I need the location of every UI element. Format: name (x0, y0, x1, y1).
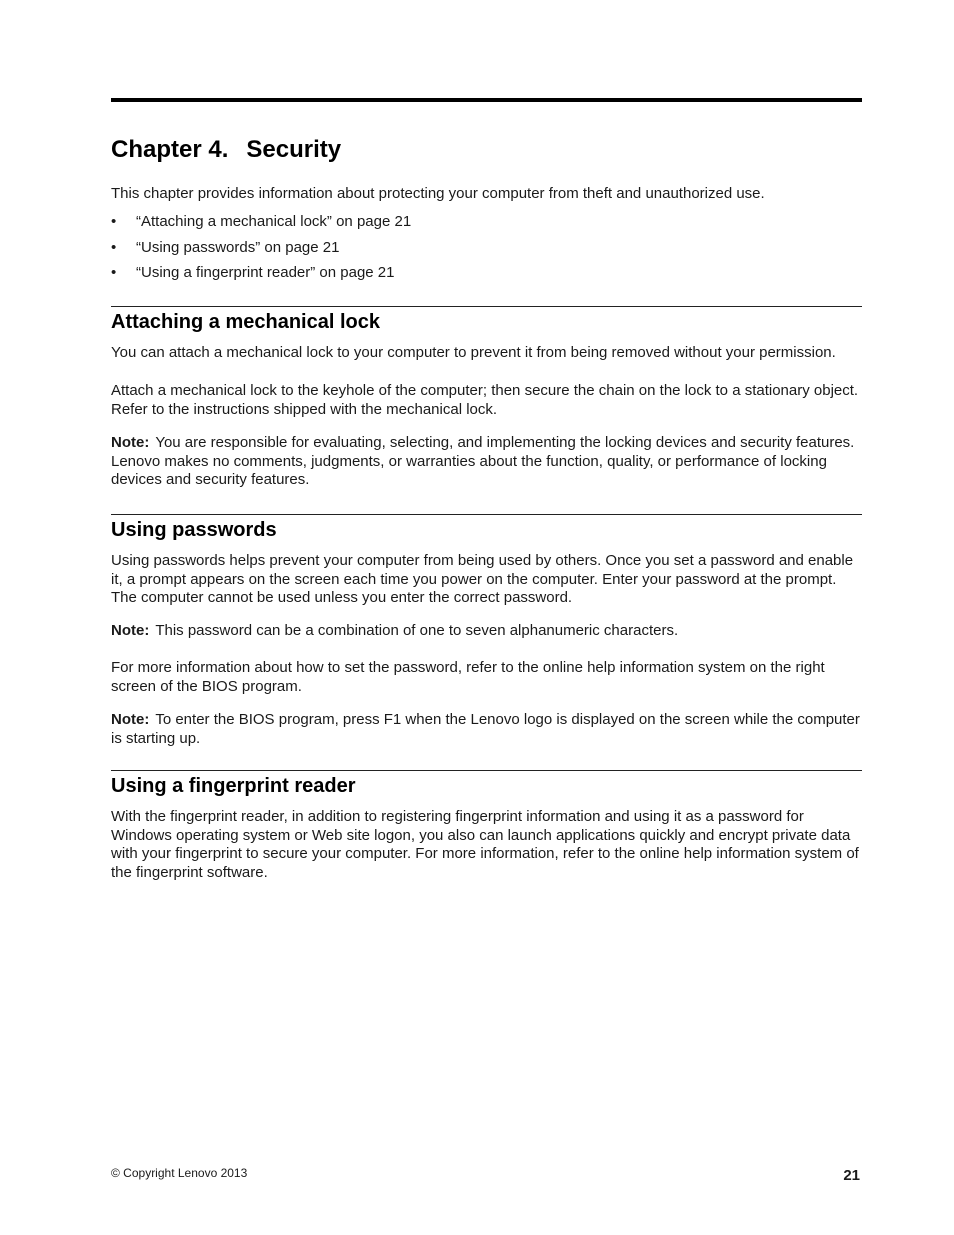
passwords-paragraph-2: For more information about how to set the password, refer to the online help information system on the right screen of the BIOS program. (111, 659, 825, 695)
note-label: Note: (111, 622, 150, 639)
toc-item[interactable] (111, 213, 411, 232)
chapter-rule (111, 98, 862, 102)
footer-copyright: © Copyright Lenovo 2013 (111, 1166, 248, 1180)
section-rule (111, 770, 862, 771)
note-text: To enter the BIOS program, press F1 when the Lenovo logo is displayed on the screen while the computer is starting up. (111, 711, 860, 747)
note-label: Note: (111, 434, 150, 451)
note-label: Note: (111, 711, 150, 728)
note-text: This password can be a combination of one to seven alphanumeric characters. (155, 622, 679, 639)
note-text: You are responsible for evaluating, selecting, and implementing the locking devices and security features. Lenovo makes no comments, judgments, or warranties about the function, quality, or performance of locking devices and security features. (111, 434, 855, 489)
section-rule (111, 306, 862, 307)
toc-link[interactable]: “Using passwords” on page 21 (136, 239, 340, 256)
page-number: 21 (843, 1167, 860, 1184)
section-title-lock: Attaching a mechanical lock (111, 311, 380, 333)
toc-item[interactable] (111, 239, 339, 258)
bullet: • (111, 213, 117, 230)
passwords-paragraph-1: Using passwords helps prevent your computer from being used by others. Once you set a password and enable it, a prompt appears on the screen each time you power on the computer. Enter your password at the prompt. The computer cannot be used unless you enter the correct password. (111, 552, 854, 607)
chapter-number: Chapter 4. (111, 136, 229, 163)
passwords-note-1 (111, 622, 862, 641)
chapter-title (111, 135, 341, 165)
toc-item[interactable] (111, 264, 395, 283)
section-rule (111, 514, 862, 515)
passwords-note-2 (111, 711, 862, 748)
lock-paragraph-1: You can attach a mechanical lock to your computer to prevent it from being removed without your permission. (111, 344, 836, 361)
section-title-passwords: Using passwords (111, 519, 277, 541)
lock-note (111, 434, 862, 490)
bullet: • (111, 264, 117, 281)
lock-paragraph-2: Attach a mechanical lock to the keyhole of the computer; then secure the chain on the lock to a stationary object. Refer to the instructions shipped with the mechanical lock. (111, 382, 859, 418)
toc-link[interactable]: “Attaching a mechanical lock” on page 21 (136, 213, 412, 230)
fingerprint-paragraph-1: With the fingerprint reader, in addition to registering fingerprint information and using it as a password for Windows operating system or Web site logon, you also can launch applications quickly and encrypt private data with your fingerprint to secure your computer. For more information, refer to the online help information system of the fingerprint software. (111, 808, 859, 881)
section-title-fingerprint: Using a fingerprint reader (111, 775, 356, 797)
chapter-intro: This chapter provides information about protecting your computer from theft and unauthorized use. (111, 185, 765, 202)
bullet: • (111, 239, 117, 256)
toc-link[interactable]: “Using a fingerprint reader” on page 21 (136, 264, 395, 281)
chapter-name: Security (246, 136, 342, 163)
